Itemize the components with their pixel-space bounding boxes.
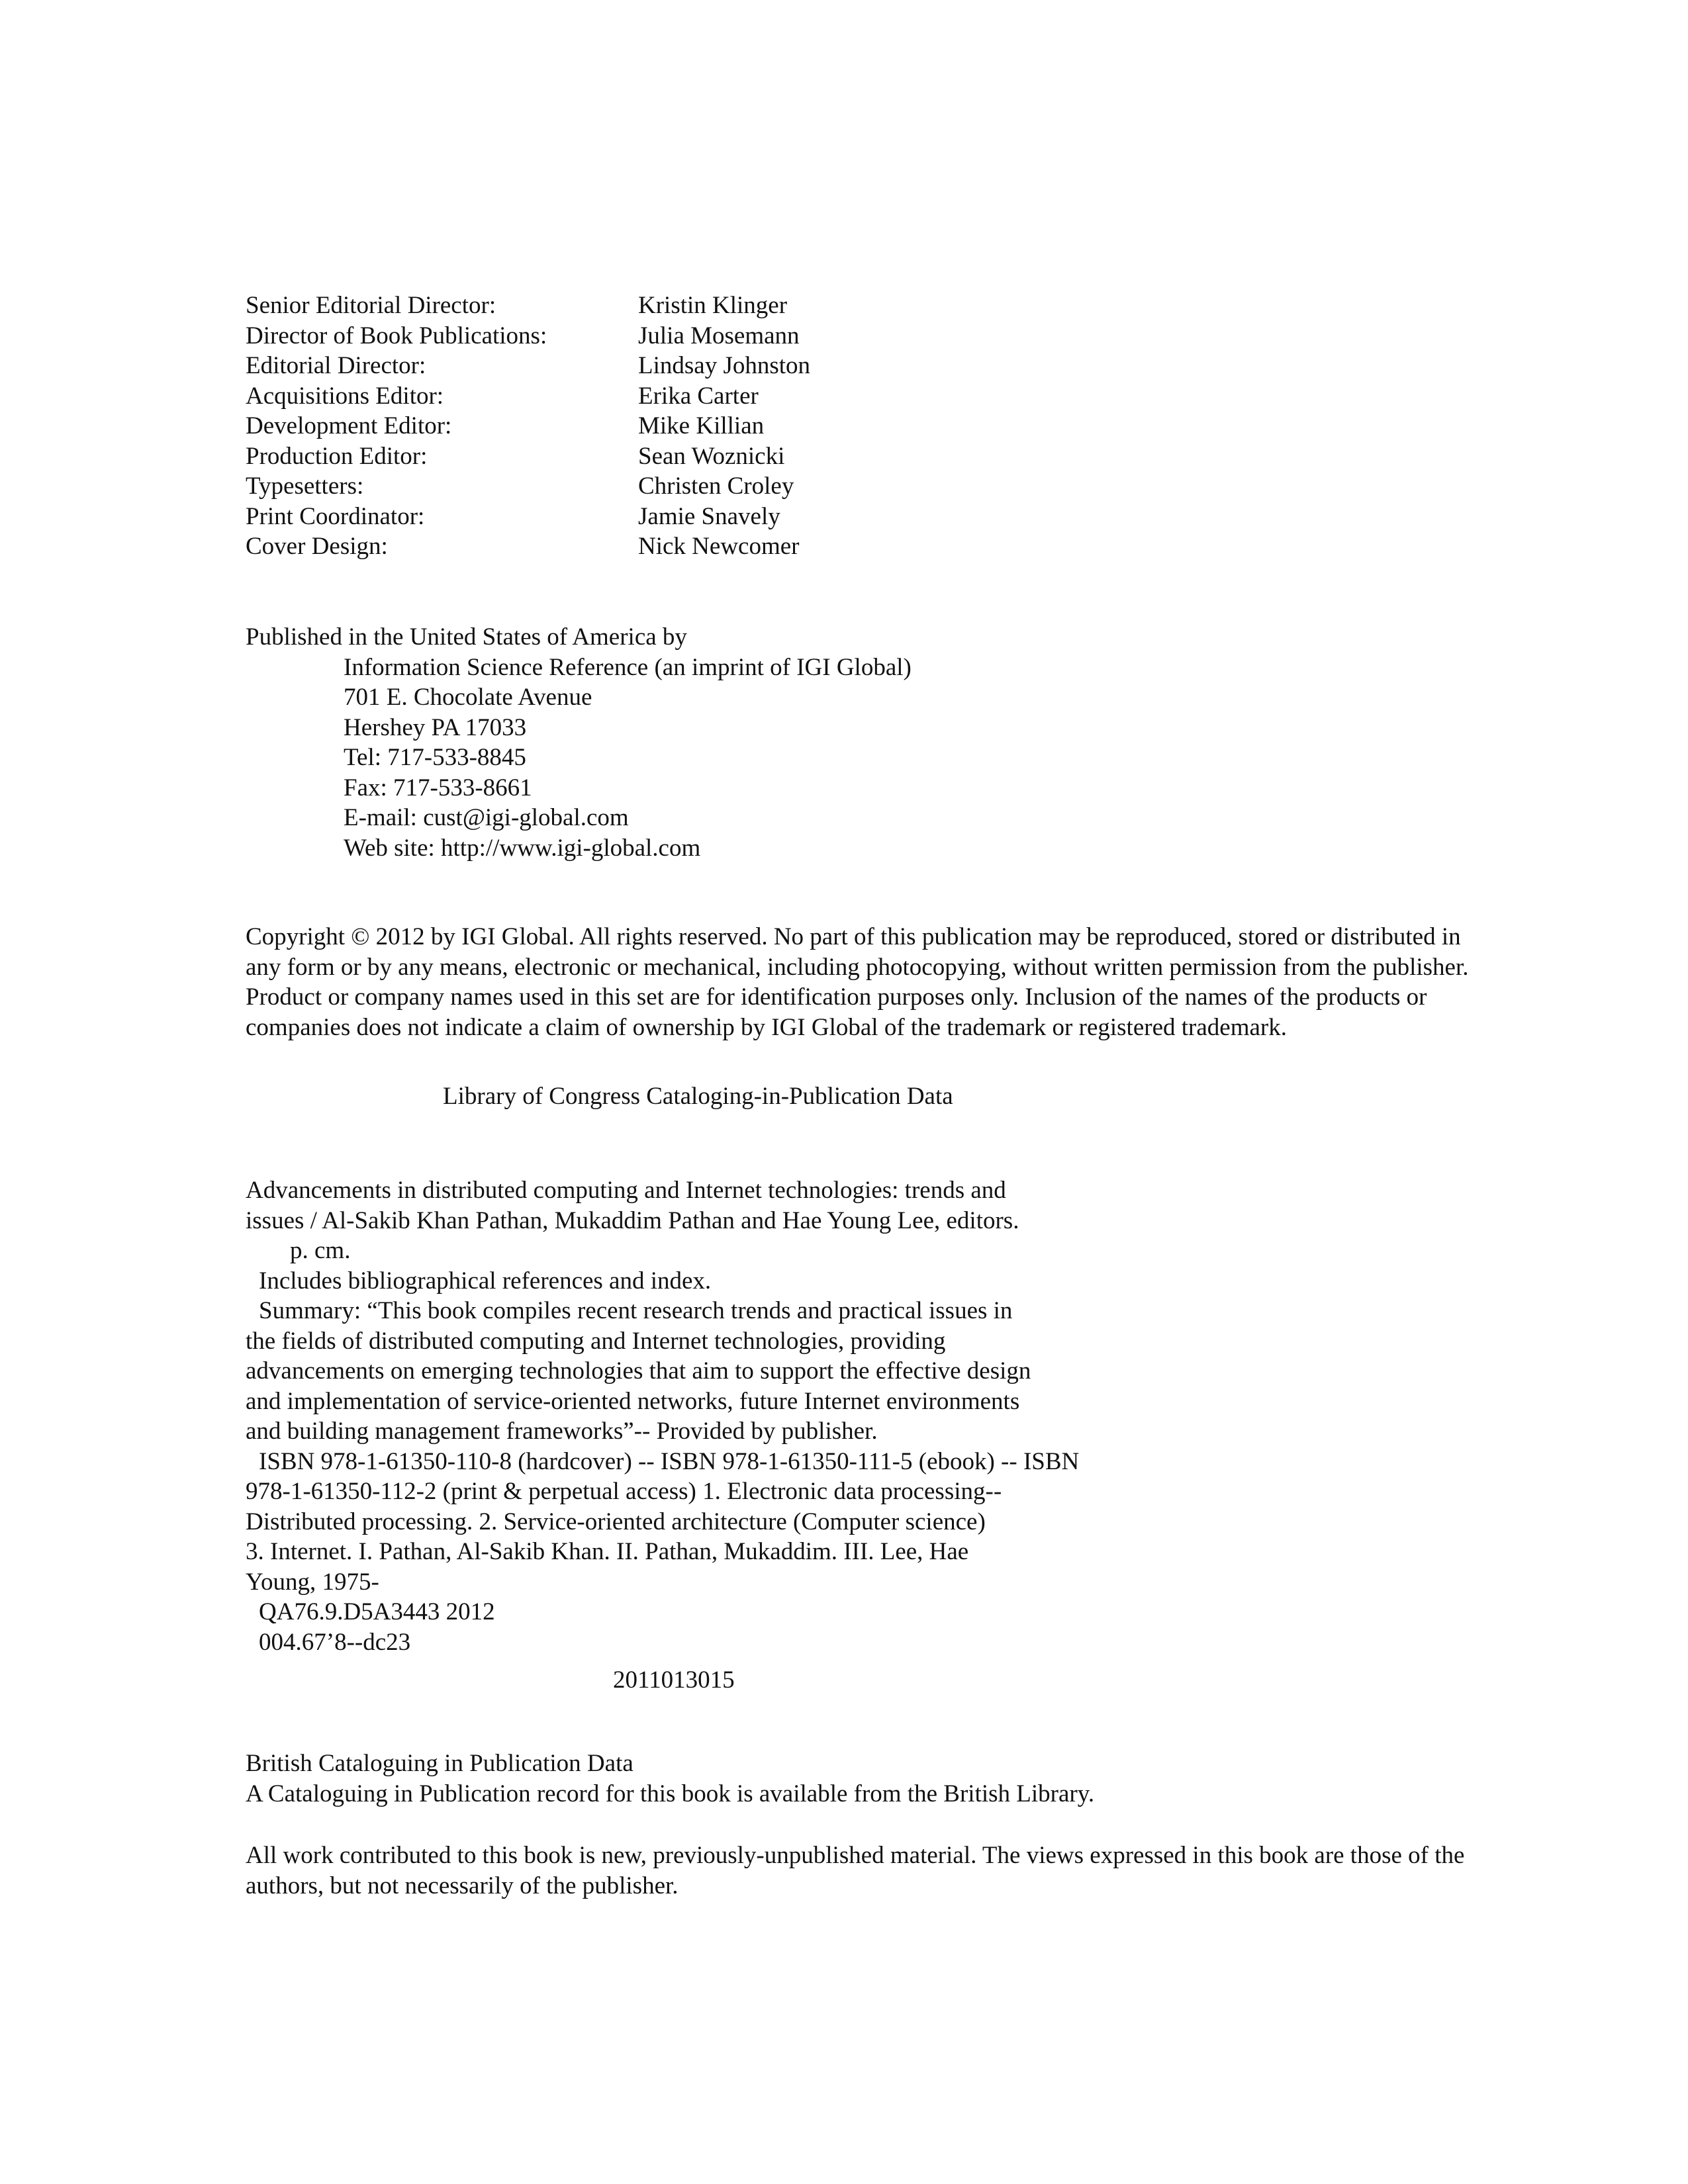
staff-row xyxy=(246,321,810,351)
cataloging-record xyxy=(246,1175,1079,1696)
catalog-summary-line: advancements on emerging technologies that aim to support the effective design xyxy=(246,1357,1031,1385)
disclaimer xyxy=(246,1841,1464,1901)
catalog-call-number: QA76.9.D5A3443 2012 xyxy=(259,1598,495,1625)
staff-role: Typesetters: xyxy=(246,473,364,500)
staff-role: Editorial Director: xyxy=(246,352,426,379)
british-text: A Cataloguing in Publication record for this book is available from the British Library. xyxy=(246,1780,1095,1807)
staff-name: Lindsay Johnston xyxy=(638,352,811,379)
staff-name: Sean Woznicki xyxy=(638,442,785,470)
staff-role: Print Coordinator: xyxy=(246,502,425,530)
publisher-fax: Fax: 717-533-8661 xyxy=(344,774,532,801)
staff-role: Cover Design: xyxy=(246,533,388,560)
publisher-street: 701 E. Chocolate Avenue xyxy=(344,684,592,711)
catalog-lccn: 2011013015 xyxy=(613,1666,735,1694)
copyright-line: Product or company names used in this set are for identification purposes only. Inclusion of the names of the products or xyxy=(246,983,1427,1011)
publisher-city: Hershey PA 17033 xyxy=(344,713,527,741)
publisher-website: Web site: http://www.igi-global.com xyxy=(344,834,701,862)
disclaimer-line: All work contributed to this book is new, previously-unpublished material. The views expressed in this book are those of the xyxy=(246,1842,1465,1869)
catalog-dewey: 004.67’8--dc23 xyxy=(259,1628,411,1656)
catalog-pcm: p. cm. xyxy=(290,1237,351,1264)
staff-credits xyxy=(246,291,810,562)
catalog-isbn-line: ISBN 978-1-61350-110-8 (hardcover) -- ISBN 978-1-61350-111-5 (ebook) -- ISBN xyxy=(259,1447,1080,1475)
copyright-line: any form or by any means, electronic or mechanical, including photocopying, without written permission from the publisher. xyxy=(246,953,1469,981)
british-cataloguing xyxy=(246,1749,1094,1809)
staff-name: Jamie Snavely xyxy=(638,502,780,530)
staff-role: Production Editor: xyxy=(246,442,428,470)
publisher-info xyxy=(246,622,912,863)
staff-name: Julia Mosemann xyxy=(638,322,800,349)
catalog-summary-line: and building management frameworks”-- Provided by publisher. xyxy=(246,1418,878,1445)
staff-role: Development Editor: xyxy=(246,412,452,439)
catalog-isbn-line: 978-1-61350-112-2 (print & perpetual access) 1. Electronic data processing-- xyxy=(246,1478,1002,1505)
staff-role: Director of Book Publications: xyxy=(246,322,547,349)
loc-heading: Library of Congress Cataloging-in-Publication Data xyxy=(443,1083,953,1110)
staff-role: Senior Editorial Director: xyxy=(246,292,496,319)
staff-name: Erika Carter xyxy=(638,382,759,410)
catalog-summary-line: and implementation of service-oriented networks, future Internet environments xyxy=(246,1387,1020,1415)
staff-name: Nick Newcomer xyxy=(638,533,800,560)
catalog-isbn-line: Young, 1975- xyxy=(246,1568,379,1596)
catalog-isbn-line: Distributed processing. 2. Service-oriented architecture (Computer science) xyxy=(246,1508,986,1535)
catalog-isbn-line: 3. Internet. I. Pathan, Al-Sakib Khan. II. Pathan, Mukaddim. III. Lee, Hae xyxy=(246,1538,969,1565)
staff-row xyxy=(246,411,810,441)
staff-row xyxy=(246,531,810,562)
staff-name: Kristin Klinger xyxy=(638,292,788,319)
british-heading: British Cataloguing in Publication Data xyxy=(246,1750,633,1777)
staff-row xyxy=(246,441,810,472)
copyright-line: Copyright © 2012 by IGI Global. All rights reserved. No part of this publication may be reproduced, stored or distributed in xyxy=(246,923,1461,950)
staff-row xyxy=(246,471,810,502)
staff-row xyxy=(246,381,810,412)
catalog-summary-line: the fields of distributed computing and Internet technologies, providing xyxy=(246,1327,946,1355)
staff-row xyxy=(246,291,810,321)
catalog-summary-line: Summary: “This book compiles recent research trends and practical issues in xyxy=(259,1297,1013,1324)
staff-name: Christen Croley xyxy=(638,473,794,500)
staff-name: Mike Killian xyxy=(638,412,765,439)
publisher-tel: Tel: 717-533-8845 xyxy=(344,744,526,771)
catalog-title-line: Advancements in distributed computing and Internet technologies: trends and xyxy=(246,1177,1006,1204)
catalog-includes: Includes bibliographical references and index. xyxy=(259,1267,712,1295)
publisher-intro: Published in the United States of America by xyxy=(246,623,687,651)
publisher-email: E-mail: cust@igi-global.com xyxy=(344,804,629,831)
copyright-line: companies does not indicate a claim of ownership by IGI Global of the trademark or registered trademark. xyxy=(246,1013,1287,1041)
disclaimer-line: authors, but not necessarily of the publisher. xyxy=(246,1872,679,1899)
publisher-name: Information Science Reference (an imprint of IGI Global) xyxy=(344,653,912,681)
staff-row xyxy=(246,502,810,532)
staff-row xyxy=(246,351,810,381)
catalog-title-line: issues / Al-Sakib Khan Pathan, Mukaddim Pathan and Hae Young Lee, editors. xyxy=(246,1206,1019,1234)
staff-role: Acquisitions Editor: xyxy=(246,382,444,410)
copyright-notice xyxy=(246,922,1477,1042)
